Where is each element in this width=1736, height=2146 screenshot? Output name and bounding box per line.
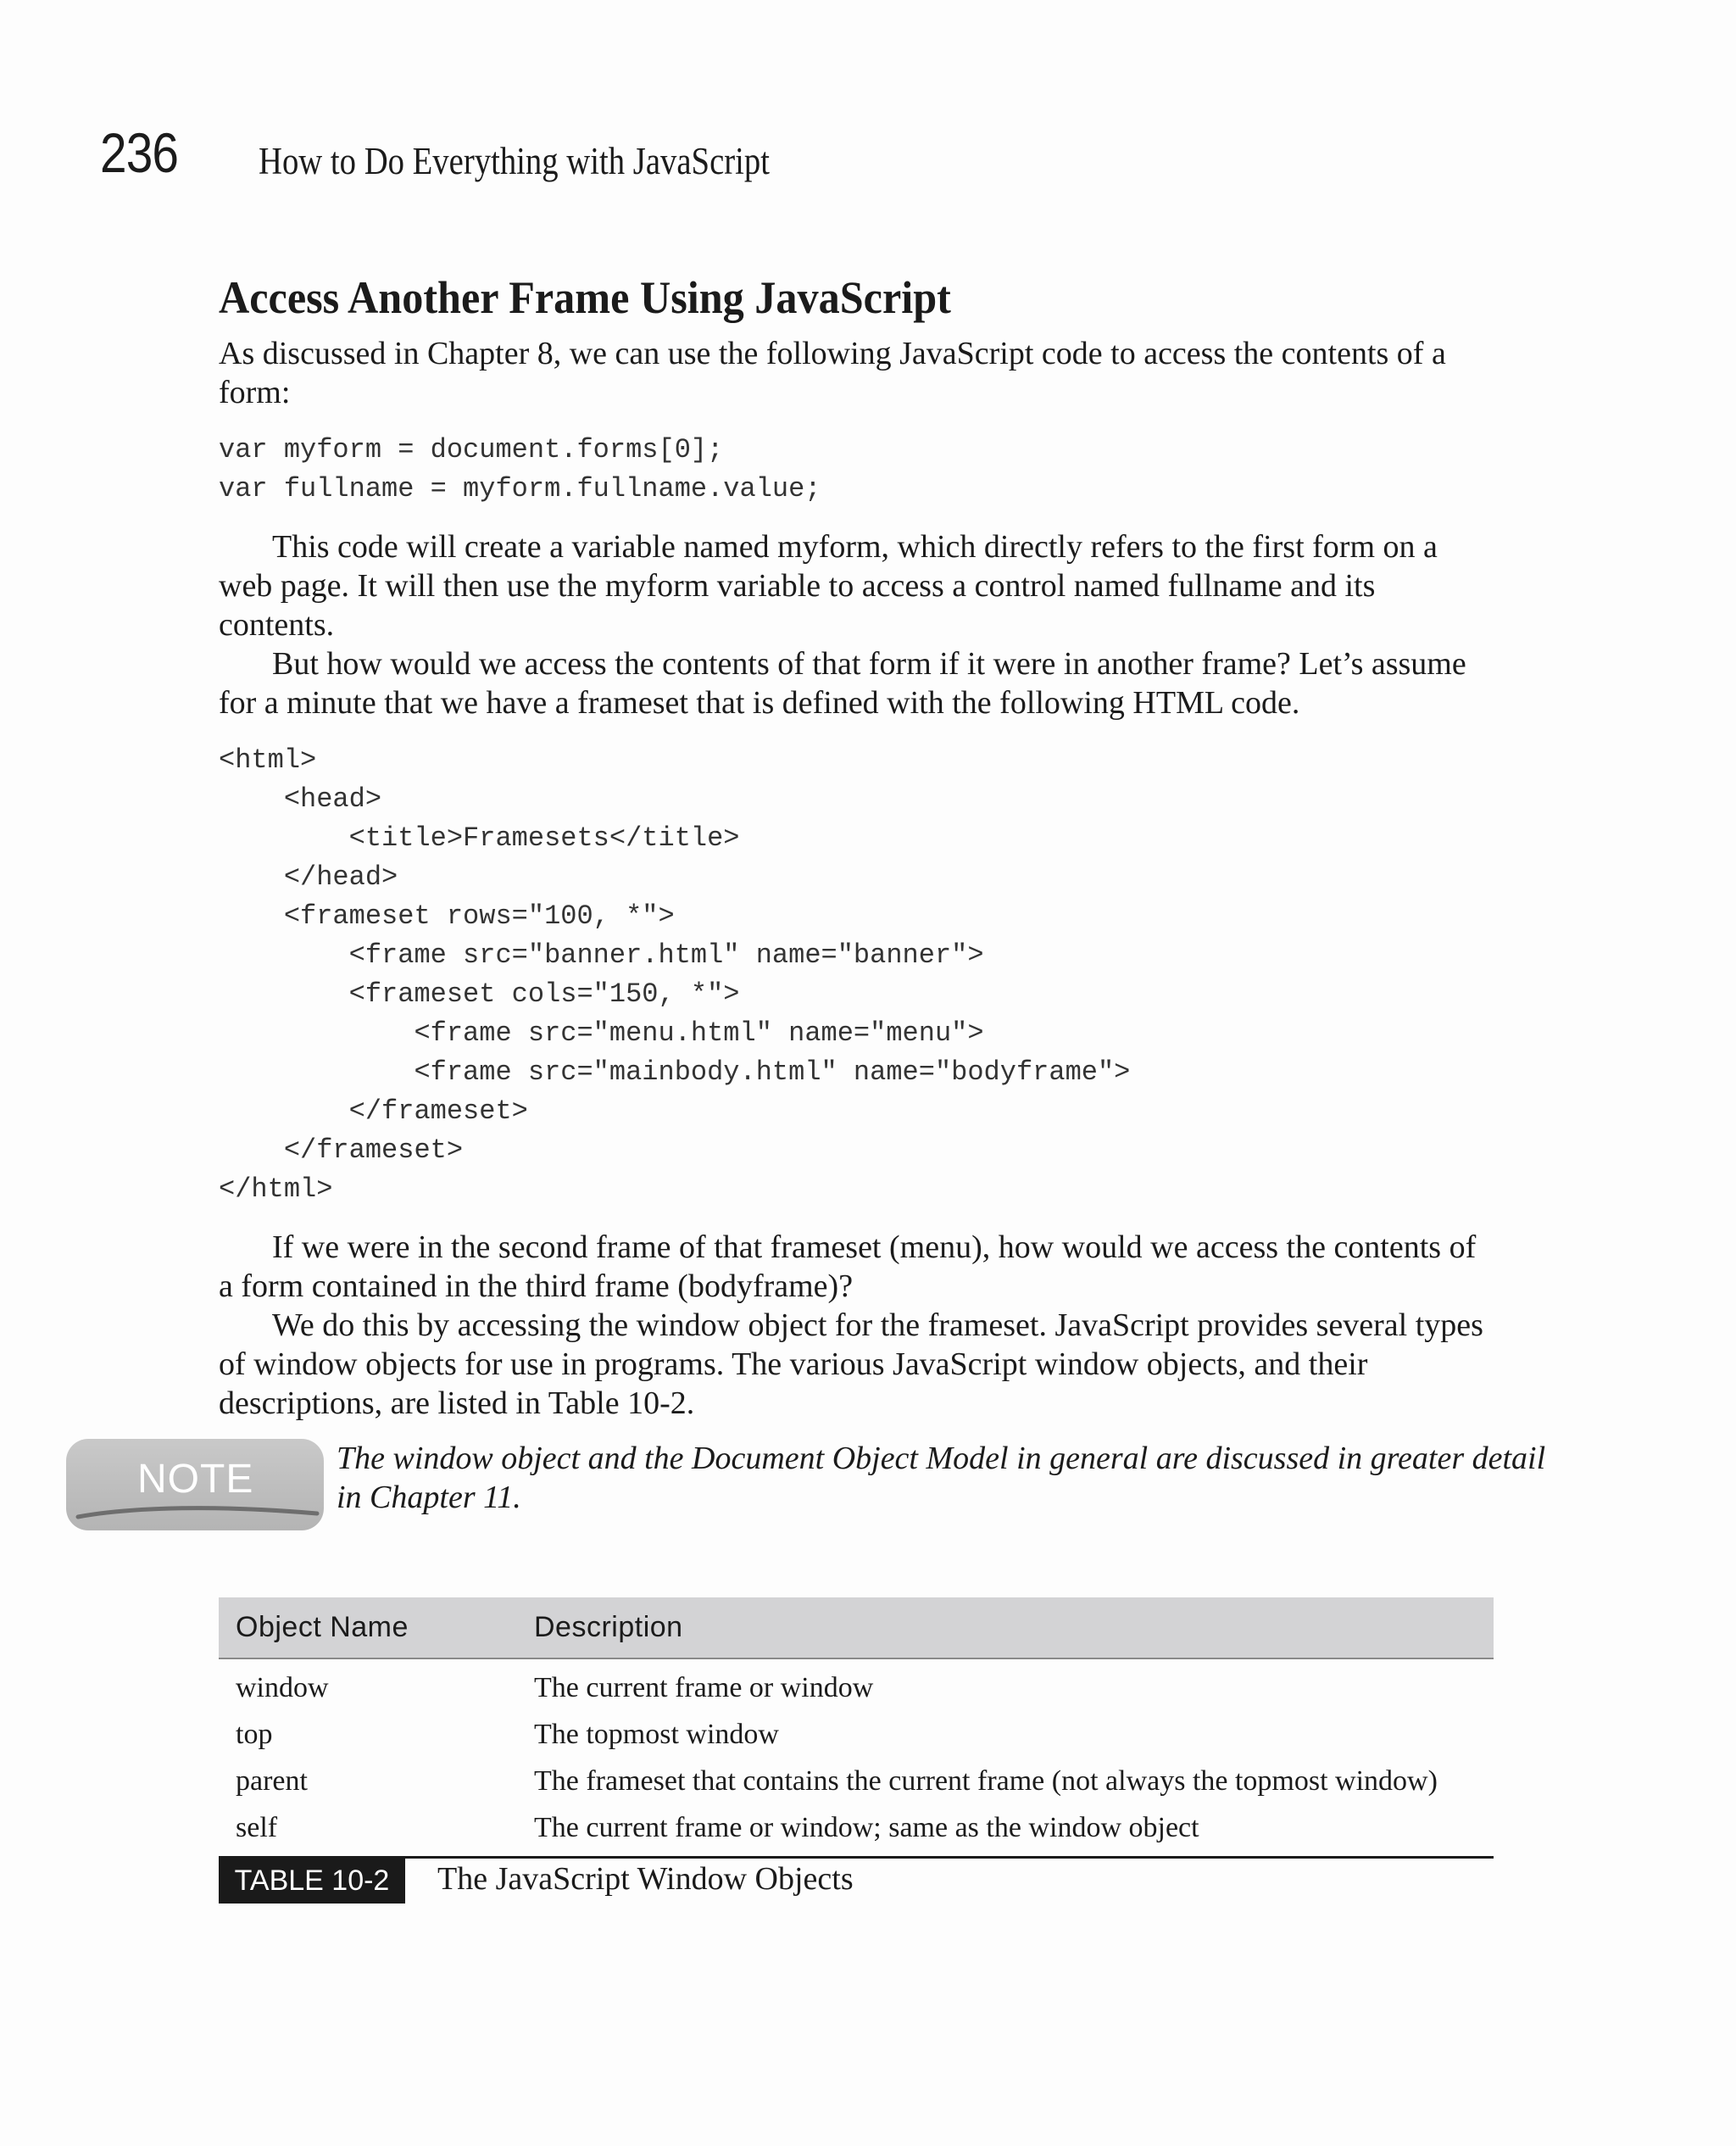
table-row bbox=[219, 1711, 1494, 1758]
window-objects-table bbox=[219, 1597, 1494, 1906]
code-line: </frameset> bbox=[219, 1134, 464, 1166]
body-paragraph: If we were in the second frame of that frameset (menu), how would we access the contents of a form contained in the third frame (bodyframe)? bbox=[219, 1229, 1477, 1304]
table-caption-label: TABLE 10-2 bbox=[219, 1859, 405, 1904]
code-line: <html> bbox=[219, 744, 317, 776]
body-paragraph: This code will create a variable named myform, which directly refers to the first form on a web page. It will then use the myform variable to access a control named fullname and its contents. bbox=[219, 529, 1438, 643]
running-head: How to Do Everything with JavaScript bbox=[259, 140, 770, 182]
note-label: NOTE bbox=[137, 1457, 254, 1502]
note-text: The window object and the Document Object Model in general are discussed in greater detail in Chapter 11. bbox=[337, 1441, 1546, 1515]
data-table bbox=[219, 1597, 1494, 1856]
code-block-frameset bbox=[219, 741, 1490, 1209]
table-cell-object: parent bbox=[236, 1764, 308, 1797]
note-callout bbox=[66, 1439, 1546, 1532]
table-row bbox=[219, 1758, 1494, 1804]
table-cell-object: window bbox=[236, 1671, 329, 1703]
table-cell-object: top bbox=[236, 1718, 273, 1750]
table-cell-description: The current frame or window bbox=[534, 1671, 874, 1703]
section-title: Access Another Frame Using JavaScript bbox=[219, 272, 951, 323]
table-caption bbox=[219, 1859, 1494, 1906]
table-row bbox=[219, 1804, 1494, 1856]
page-number: 236 bbox=[100, 121, 179, 184]
code-line: <frameset cols="150, *"> bbox=[219, 978, 740, 1010]
code-line: <frame src="banner.html" name="banner"> bbox=[219, 939, 984, 971]
intro-paragraph: As discussed in Chapter 8, we can use the following JavaScript code to access the contents of a form: bbox=[219, 336, 1446, 410]
table-cell-description: The current frame or window; same as the window object bbox=[534, 1811, 1199, 1843]
code-line: </html> bbox=[219, 1173, 333, 1205]
main-content bbox=[219, 271, 1490, 1423]
note-swoosh-icon bbox=[75, 1498, 320, 1524]
table-header-row bbox=[219, 1597, 1494, 1658]
body-paragraph: We do this by accessing the window object for the frameset. JavaScript provides several types of window objects for use in programs. The various JavaScript window objects, and their descriptions, are listed in Table 10-2. bbox=[219, 1307, 1483, 1421]
table-cell-object: self bbox=[236, 1811, 278, 1843]
table-row bbox=[219, 1658, 1494, 1711]
code-line: <head> bbox=[219, 783, 382, 815]
table-cell-description: The topmost window bbox=[534, 1718, 779, 1750]
code-line: <frame src="mainbody.html" name="bodyframe"> bbox=[219, 1056, 1131, 1088]
code-line: var fullname = myform.fullname.value; bbox=[219, 473, 821, 504]
table-caption-text: The JavaScript Window Objects bbox=[437, 1861, 854, 1897]
column-header-description: Description bbox=[517, 1597, 1494, 1658]
code-block-form-access bbox=[219, 431, 1490, 509]
note-badge bbox=[66, 1439, 324, 1530]
code-line: </head> bbox=[219, 861, 398, 893]
code-line: <frame src="menu.html" name="menu"> bbox=[219, 1017, 984, 1049]
table-cell-description: The frameset that contains the current frame (not always the topmost window) bbox=[534, 1764, 1438, 1797]
code-line: var myform = document.forms[0]; bbox=[219, 434, 724, 465]
body-paragraph: But how would we access the contents of that form if it were in another frame? Let’s assume for a minute that we have a frameset that is defined with the following HTML code. bbox=[219, 646, 1466, 721]
column-header-object-name: Object Name bbox=[219, 1597, 517, 1658]
code-line: <title>Framesets</title> bbox=[219, 822, 740, 854]
code-line: </frameset> bbox=[219, 1095, 528, 1127]
code-line: <frameset rows="100, *"> bbox=[219, 900, 675, 932]
